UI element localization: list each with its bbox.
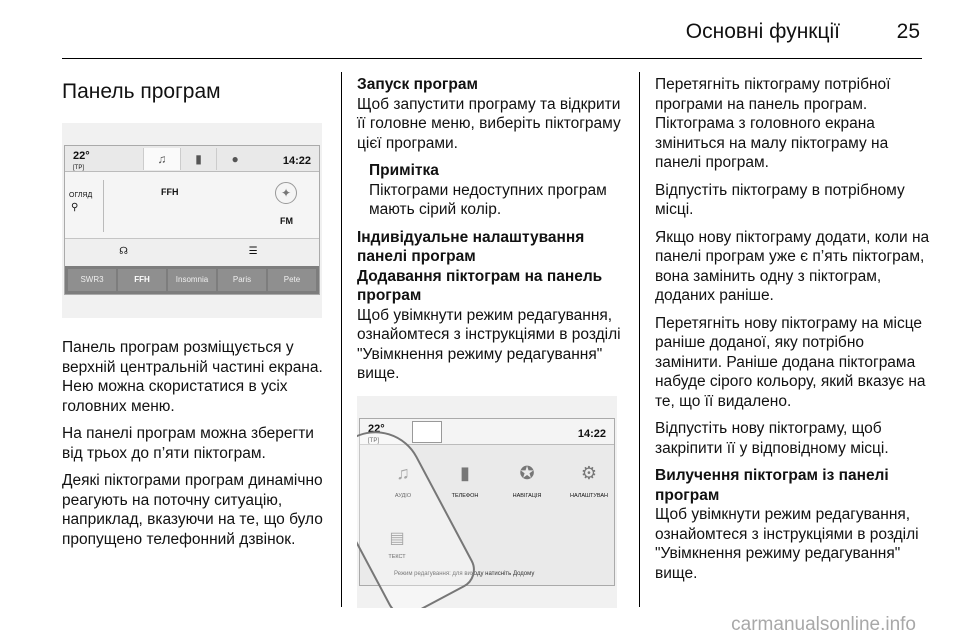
paragraph: Якщо нову піктограму додати, коли на панелі програм уже є п’ять піктограм, вона замінить одну з піктограм, доданих раніше. [655, 228, 930, 304]
band-label: FM [280, 216, 293, 226]
clock: 14:22 [577, 427, 606, 440]
app-settings [564, 459, 614, 507]
paragraph: Щоб запустити програму та відкрити її головне меню, виберіть піктограму цієї програми. [357, 95, 621, 152]
app-phone [440, 459, 490, 507]
paragraph: Панель програм розміщується у верхній центральній частині екрана. Нею можна скористатися в усіх головних меню. [62, 339, 323, 415]
search-icon: ⚲ [71, 202, 79, 213]
app-label: НАВІГАЦІЯ [512, 492, 542, 499]
radio-panel [65, 172, 319, 238]
tp-indicator: [TP] [368, 437, 380, 444]
column-2 [357, 75, 625, 608]
compass-icon: ✪ [519, 462, 535, 483]
column-1 [62, 75, 332, 557]
preset-item: Insomnia [168, 269, 216, 291]
running-header-title: Основні функції [685, 20, 840, 43]
edit-mode-hint: Режим редагування: для виходу натисніть Додому [394, 570, 535, 577]
app-tray [143, 148, 253, 170]
paragraph: Щоб увімкнути режим редагування, ознайомтеся з інструкціями в розділі "Увімкнення режиму редагування" вище. [357, 306, 621, 382]
tray-slot [412, 421, 442, 443]
menu-icon: ☰ [248, 246, 258, 257]
status-bar [65, 146, 319, 172]
preset-item: FFH [118, 269, 166, 291]
preset-item: SWR3 [68, 269, 116, 291]
heading-launch-apps: Запуск програм [357, 76, 478, 93]
column-divider-2 [639, 72, 640, 607]
text-icon: ▤ [389, 529, 405, 547]
clock: 14:22 [282, 155, 311, 167]
phone-icon: ▮ [180, 148, 217, 170]
tuner-icon: ✦ [275, 182, 297, 204]
column-3 [655, 75, 930, 591]
preset-item: Pete [268, 269, 316, 291]
voice-icon: ☊ [119, 246, 128, 257]
edit-mode-figure [357, 396, 617, 608]
paragraph: Відпустіть нову піктограму, щоб закріпити її у відповідному місці. [655, 420, 889, 457]
e-badge-icon: ● [216, 148, 253, 170]
page-number: 25 [896, 20, 920, 43]
watermark: carmanualsonline.info [731, 614, 916, 635]
heading-customize: Індивідуальне налаштування панелі програм [357, 228, 585, 265]
app-label: ТЕЛЕФОН [451, 492, 479, 499]
app-label: НАЛАШТУВАН [569, 492, 609, 499]
temperature: 22° [368, 422, 385, 435]
app-label: АУДІО [394, 492, 412, 499]
heading-remove-icons: Вилучення піктограм із панелі програм [655, 467, 889, 504]
section-title: Панель програм [62, 80, 221, 103]
app-label: ТЕКСТ [388, 554, 406, 560]
music-note-icon: ♫ [143, 148, 180, 170]
soft-keys [65, 238, 319, 266]
paragraph: Відпустіть піктограму в потрібному місці. [655, 181, 905, 218]
heading-add-icons: Додавання піктограм на панель програм [357, 267, 603, 304]
app-navigation [502, 459, 552, 507]
audio-icon: ♫ [396, 462, 410, 483]
station-name: FFH [161, 187, 179, 197]
gear-icon: ⚙ [580, 462, 598, 483]
header-rule [62, 58, 922, 59]
paragraph: Перетягніть нову піктограму на місце раніше доданої, яку потрібно замінити. Раніше додана піктограма набуде сірого кольору, який вказує на те, що її видалено. [655, 314, 926, 410]
preset-bar [65, 266, 319, 294]
column-divider-1 [341, 72, 342, 607]
note-block [357, 161, 625, 220]
paragraph: Деякі піктограми програм динамічно реагують на поточну ситуацію, наприклад, вказуючи на те, що було пропущено телефонний дзвінок. [62, 472, 323, 548]
paragraph: Щоб увімкнути режим редагування, ознайомтеся з інструкціями в розділі "Увімкнення режиму редагування" вище. [655, 506, 919, 582]
note-text: Піктограми недоступних програм мають сірий колір. [369, 181, 607, 218]
paragraph: Перетягніть піктограму потрібної програми на панель програм. Піктограма з головного екрана зміниться на малу піктограму на панелі програм. [655, 76, 891, 171]
panel-divider [103, 180, 104, 232]
phone-icon: ▮ [460, 462, 470, 483]
paragraph: На панелі програм можна зберегти від трьох до п’яти піктограм. [62, 425, 314, 462]
browse-label: ОГЛЯД [69, 192, 93, 199]
tp-indicator: [TP] [73, 165, 85, 171]
temperature: 22° [73, 150, 90, 162]
preset-item: Paris [218, 269, 266, 291]
app-tray-figure [62, 123, 322, 318]
note-title: Примітка [369, 162, 439, 179]
infotainment-screen [64, 145, 320, 295]
